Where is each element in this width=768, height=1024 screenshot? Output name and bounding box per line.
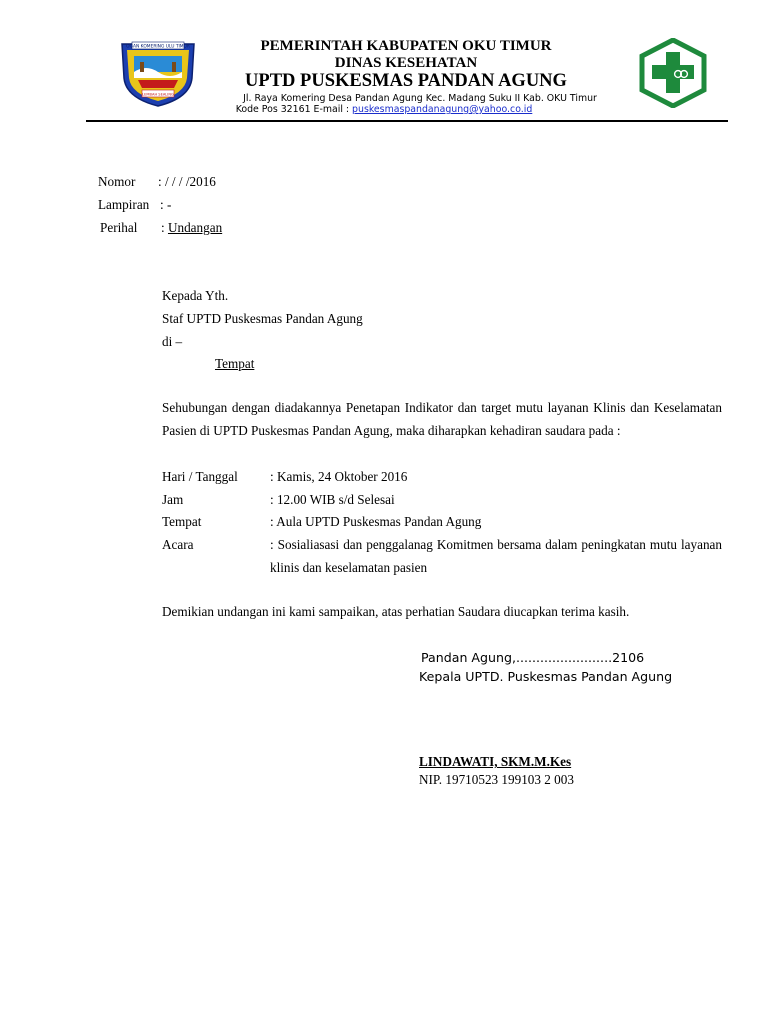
nomor-label: Nomor [98, 174, 136, 189]
recipient-place: Tempat [215, 356, 255, 371]
lampiran-label: Lampiran [98, 197, 150, 212]
detail-value-date: : Kamis, 24 Oktober 2016 [270, 469, 408, 484]
signatory-nip: NIP. 19710523 199103 2 003 [419, 772, 574, 787]
perihal-row [161, 217, 222, 240]
closing-paragraph: Demikian undangan ini kami sampaikan, atas perhatian Saudara diucapkan terima kasih. [162, 604, 630, 619]
signature-position: Kepala UPTD. Puskesmas Pandan Agung [419, 669, 673, 684]
detail-label-time: Jam [162, 492, 184, 507]
perihal-label: Perihal [100, 220, 138, 235]
email-link[interactable]: puskesmaspandanagung@yahoo.co.id [352, 104, 533, 115]
letterhead-department: DINAS KESEHATAN [334, 55, 478, 71]
detail-value-venue: : Aula UPTD Puskesmas Pandan Agung [270, 514, 482, 529]
nomor-value: : / / / /2016 [158, 174, 216, 189]
perihal-value: Undangan [167, 220, 223, 235]
logo-ribbon-text: LEMBAH SEALING [142, 92, 174, 97]
letterhead-address: Jl. Raya Komering Desa Pandan Agung Kec. Madang Suku II Kab. OKU Timur [243, 93, 597, 104]
lampiran-value: : - [160, 197, 172, 212]
letterhead-institution: UPTD PUSKESMAS PANDAN AGUNG [245, 71, 567, 91]
puskesmas-logo [638, 38, 708, 108]
contact-prefix: Kode Pos 32161 E-mail : [235, 104, 353, 115]
signature-place-date: Pandan Agung,........................2106 [421, 650, 645, 665]
recipient-name: Staf UPTD Puskesmas Pandan Agung [162, 311, 363, 326]
intro-paragraph: Sehubungan dengan diadakannya Penetapan Indikator dan target mutu layanan Klinis dan Keselamatan Pasien di UPTD Puskesmas Pandan Agung, maka diharapkan kehadiran saudara pada : [162, 400, 722, 438]
recipient-greeting: Kepada Yth. [162, 288, 229, 303]
detail-label-venue: Tempat [162, 514, 202, 529]
letterhead-divider [86, 120, 728, 122]
letterhead-government: PEMERINTAH KABUPATEN OKU TIMUR [260, 38, 552, 54]
recipient-at: di – [162, 334, 183, 349]
perihal-colon: : [161, 220, 168, 235]
detail-value-time: : 12.00 WIB s/d Selesai [270, 492, 395, 507]
detail-value-agenda: : Sosialiasasi dan penggalanag Komitmen bersama dalam peningkatan mutu layanan klinis dan keselamatan pasien [270, 537, 722, 575]
signatory-name: LINDAWATI, SKM.M.Kes [419, 754, 572, 769]
detail-label-agenda: Acara [162, 537, 194, 552]
logo-banner-text: OGAN KOMERING ULU TIMUR [126, 44, 190, 50]
detail-label-date: Hari / Tanggal [162, 469, 238, 484]
